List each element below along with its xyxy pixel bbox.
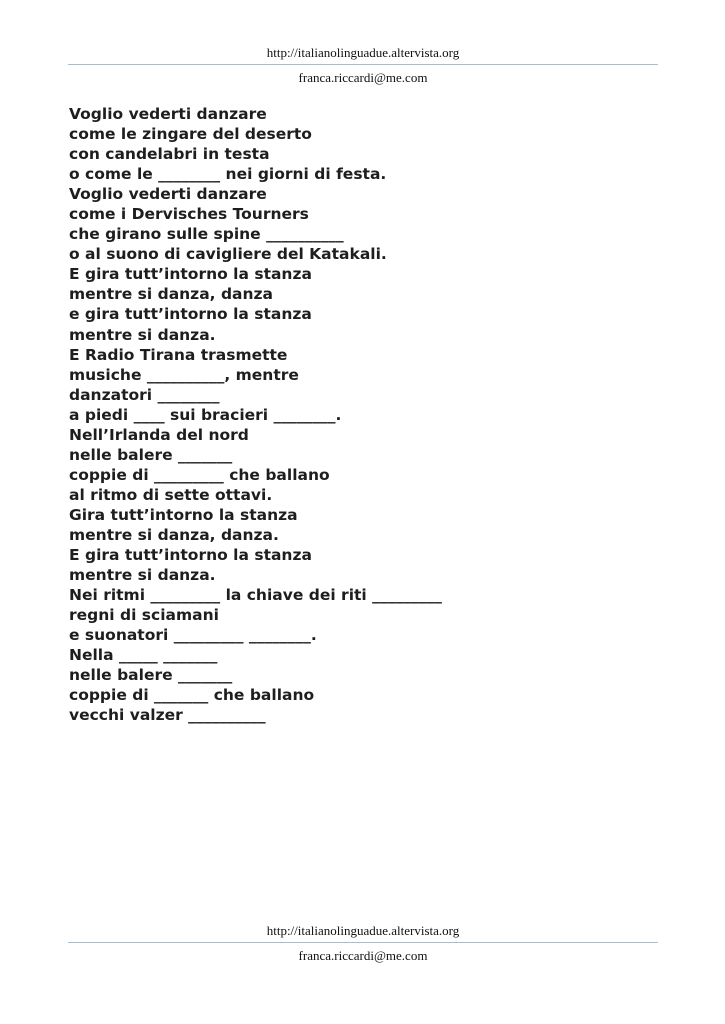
poem-line: E gira tutt’intorno la stanza [69,265,312,284]
page-header [68,44,658,87]
poem-line: mentre si danza. [69,325,216,344]
page-footer [68,922,658,965]
poem-line: Nella _____ _______ [69,646,218,665]
poem-line: Nei ritmi _________ la chiave dei riti _________ [69,586,442,605]
poem-line: danzatori ________ [69,385,220,404]
poem-line: o come le ________ nei giorni di festa. [69,165,387,184]
header-divider [68,64,658,65]
poem-line: Voglio vederti danzare [69,105,267,123]
poem-line: mentre si danza, danza. [69,525,279,544]
poem-line: coppie di _________ che ballano [69,465,330,484]
poem-line: al ritmo di sette ottavi. [69,485,273,504]
poem-line: come i Dervisches Tourners [69,205,309,224]
footer-url[interactable]: http://italianolinguadue.altervista.org [266,923,460,938]
poem-line: vecchi valzer __________ [69,706,266,725]
poem-line: nelle balere _______ [69,445,233,464]
footer-email[interactable]: franca.riccardi@me.com [298,948,428,963]
poem-line: e gira tutt’intorno la stanza [69,305,312,324]
poem-line: musiche __________, mentre [69,365,299,384]
poem-line: Gira tutt’intorno la stanza [69,505,298,524]
poem-line: a piedi ____ sui bracieri ________. [69,405,342,424]
poem-line: nelle balere _______ [69,666,233,685]
poem-line: Voglio vederti danzare [69,185,267,204]
header-url[interactable]: http://italianolinguadue.altervista.org [266,45,460,60]
footer-divider [68,942,658,943]
poem-line: E gira tutt’intorno la stanza [69,546,312,565]
poem-line: E Radio Tirana trasmette [69,345,288,364]
poem-line: coppie di _______ che ballano [69,686,315,705]
poem-line: e suonatori _________ ________. [69,626,317,645]
poem-line: regni di sciamani [69,606,219,625]
poem-line: che girano sulle spine __________ [69,225,344,244]
poem-line: mentre si danza. [69,566,216,585]
poem-line: o al suono di cavigliere del Katakali. [69,245,387,264]
poem-line: come le zingare del deserto [69,125,312,144]
poem-line: con candelabri in testa [69,145,270,164]
poem-line: Nell’Irlanda del nord [69,425,249,444]
poem-line: mentre si danza, danza [69,285,274,304]
header-email[interactable]: franca.riccardi@me.com [298,70,428,85]
poem-text [69,104,669,725]
